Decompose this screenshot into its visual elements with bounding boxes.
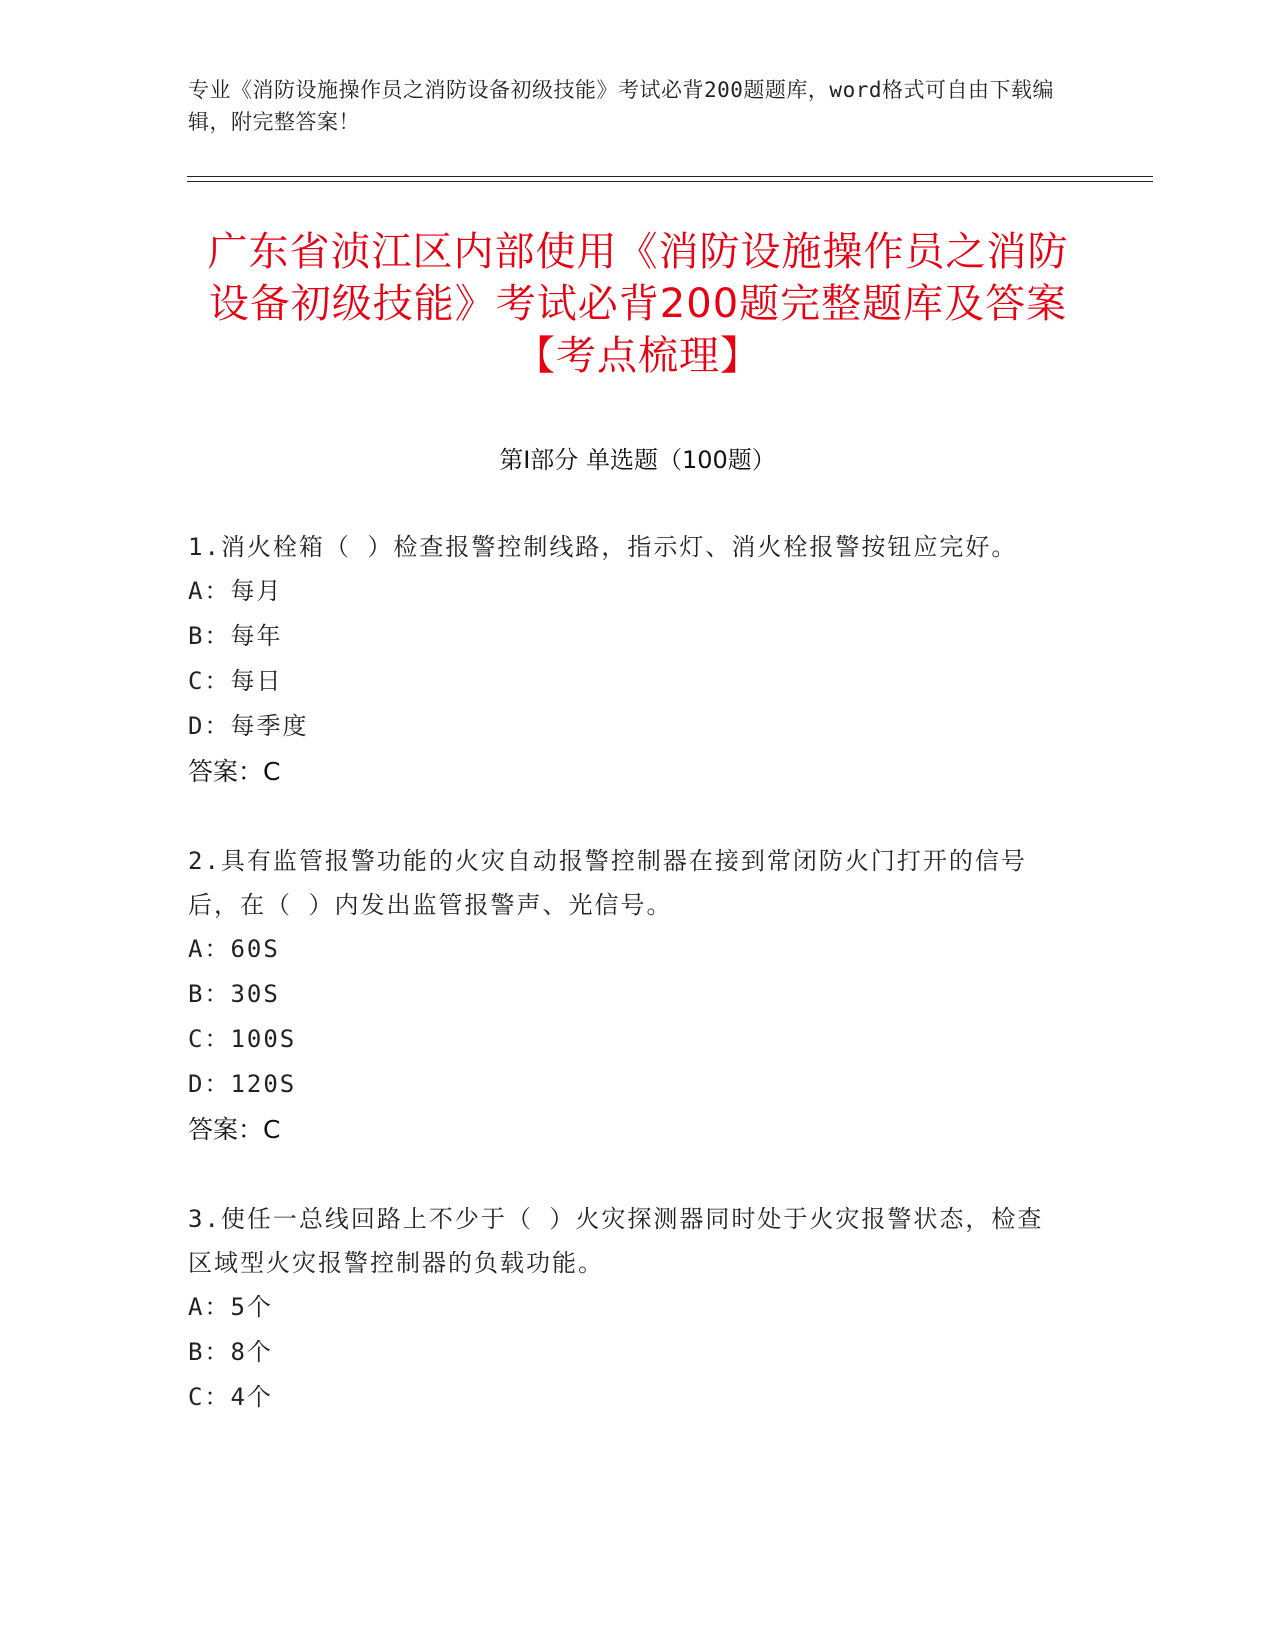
header-note: 专业《消防设施操作员之消防设备初级技能》考试必背200题题库，word格式可自由下载编辑，附完整答案！ — [188, 78, 1054, 134]
question-stem: 1.消火栓箱（ ）检查报警控制线路，指示灯、消火栓报警按钮应完好。 — [188, 533, 1018, 561]
option-b: B：8个 — [188, 1338, 273, 1366]
question-stem: 3.使任一总线回路上不少于（ ）火灾探测器同时处于火灾报警状态，检查区域型火灾报警控制器的负载功能。 — [188, 1205, 1044, 1277]
question-stem: 2.具有监管报警功能的火灾自动报警控制器在接到常闭防火门打开的信号后，在（ ）内发出监管报警声、光信号。 — [188, 847, 1027, 919]
header-divider-bottom — [187, 181, 1153, 182]
option-a: A：60S — [188, 935, 280, 963]
option-d: D：每季度 — [188, 712, 309, 740]
option-b: B：每年 — [188, 622, 283, 650]
option-a: A：每月 — [188, 577, 283, 605]
question-1 — [188, 525, 1068, 795]
question-2 — [188, 839, 1068, 1153]
section-title: 第Ⅰ部分 单选题（100题） — [499, 446, 776, 474]
answer: 答案：C — [188, 757, 281, 786]
option-b: B：30S — [188, 980, 280, 1008]
document-title: 广东省浈江区内部使用《消防设施操作员之消防设备初级技能》考试必背200题完整题库及答案【考点梳理】 — [207, 229, 1069, 379]
option-a: A：5个 — [188, 1293, 273, 1321]
option-c: C：100S — [188, 1025, 297, 1053]
header-divider-top — [187, 176, 1153, 177]
option-c: C：4个 — [188, 1383, 273, 1411]
question-list — [188, 525, 1068, 1464]
option-d: D：120S — [188, 1070, 297, 1098]
question-3 — [188, 1197, 1068, 1420]
answer: 答案：C — [188, 1115, 281, 1144]
option-c: C：每日 — [188, 667, 283, 695]
